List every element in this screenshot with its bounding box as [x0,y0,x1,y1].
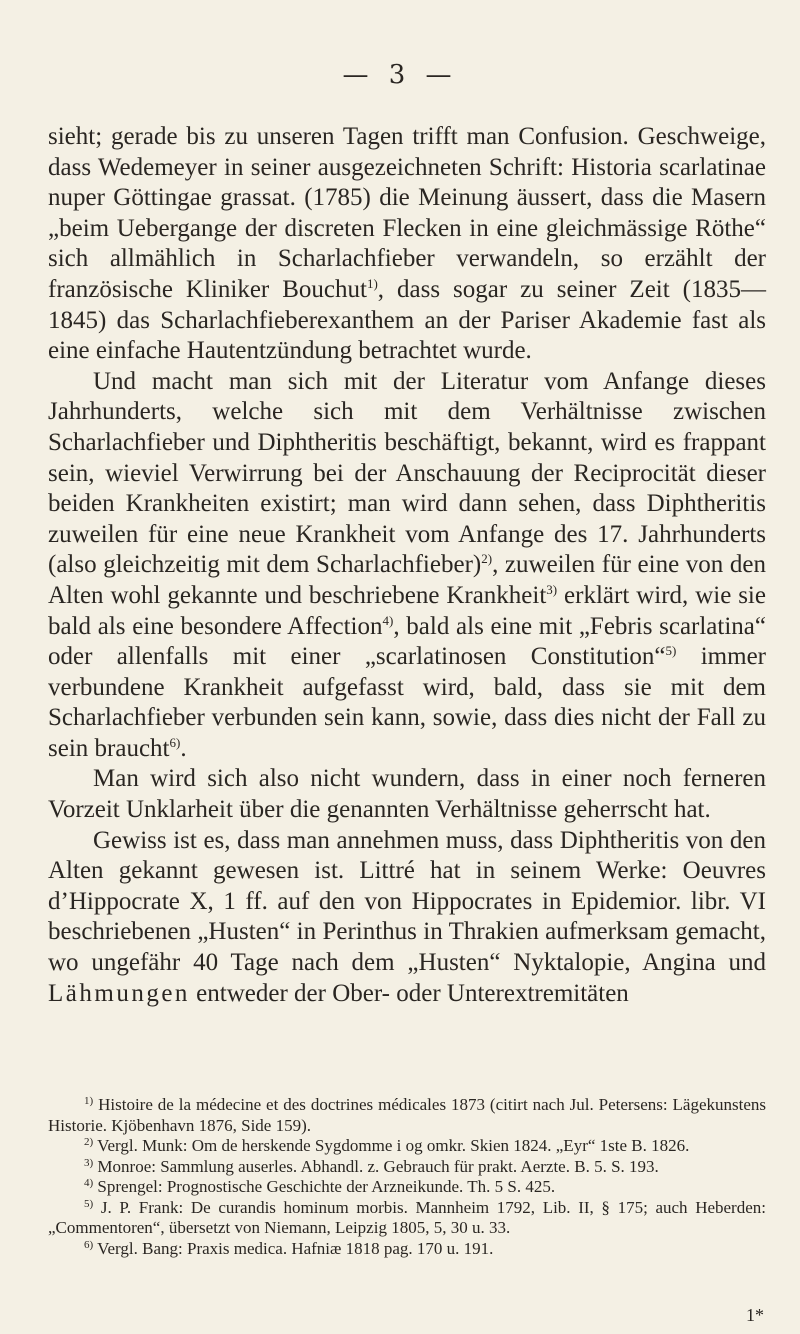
footnote-1-mark: 1) [84,1095,94,1107]
paragraph-1-text-b: , dass sogar zu seiner Zeit (1835—1845) das Scharlachfieberexanthem an der Pariser Akademie fast als eine einfache Hautentzündung betrachtet wurde. [48,275,767,365]
footnote-4 [48,1177,766,1198]
paragraph-2-text-e: immer verbundene Krankheit aufgefasst wird, bald, dass sie mit dem Scharlachfieber verbunden sein kann, sowie, dass dies nicht der Fall zu sein braucht [48,643,766,762]
footnote-5-text: J. P. Frank: De curandis hominum morbis. Mannheim 1792, Lib. II, § 175; auch Heberden: „Commentoren“, übersetzt von Niemann, Leipzig 1805, 5, 30 u. 33. [48,1197,766,1237]
footnote-ref-4: 4) [382,612,394,628]
footnote-2-text: Vergl. Munk: Om de herskende Sygdomme i og omkr. Skien 1824. „Eyr“ 1ste B. 1826. [93,1136,690,1155]
paragraph-4 [48,826,766,1010]
body-text [48,122,766,1009]
footnote-3-text: Monroe: Sammlung auserles. Abhandl. z. Gebrauch für prakt. Aerzte. B. 5. S. 193. [93,1156,659,1176]
footnote-4-text: Sprengel: Prognostische Geschichte der Arzneikunde. Th. 5 S. 425. [93,1177,556,1196]
footnote-ref-3: 3) [546,581,558,597]
paragraph-2-text-c: erklärt wird, wie sie bald als eine besondere Affection [48,581,766,640]
paragraph-1 [48,122,766,367]
footnote-6 [48,1239,766,1260]
footnote-ref-2: 2) [481,551,493,567]
paragraph-1-text-a: sieht; gerade bis zu unseren Tagen trifft man Confusion. Geschweige, dass Wedemeyer in seiner ausgezeichneten Schrift: Historia scarlatinae nuper Göttingae grassat. (1785) die Meinung äussert, dass die Masern „beim Uebergange der discreten Flecken in eine gleichmässige Röthe“ sich allmählich in Scharlachfieber verwandeln, so erzählt der französische Kliniker Bouchut [48,123,766,303]
footnote-4-mark: 4) [84,1177,94,1189]
paragraph-2-text-a: Und macht man sich mit der Literatur vom Anfange dieses Jahrhunderts, welche sich mit dem Verhältnisse zwischen Scharlachfieber und Diphtheritis beschäftigt, bekannt, wird es frappant sein, wieviel Verwirrung bei der Anschauung der Reciprocität dieser beiden Krankheiten existirt; man wird dann sehen, dass Diphtheritis zuweilen für eine neue Krankheit vom Anfange des 17. Jahrhunderts (also gleichzeitig mit dem Scharlachfieber) [48,367,766,579]
footnote-6-text: Vergl. Bang: Praxis medica. Hafniæ 1818 pag. 170 u. 191. [93,1238,494,1258]
footnote-6-mark: 6) [84,1238,94,1251]
footnote-ref-5: 5) [665,643,677,659]
footnotes [48,1095,766,1259]
paragraph-2-text-d: , bald als eine mit „Febris scarlatina“ oder allenfalls mit einer „scarlatinosen Constitution“ [48,612,766,671]
paragraph-2-text-f: . [180,734,187,762]
paragraph-4-text-a: Gewiss ist es, dass man annehmen muss, dass Diphtheritis von den Alten gekannt gewesen ist. Littré hat in seinem Werke: Oeuvres d’Hippocrate X, 1 ff. auf den von Hippocrates in Epidemior. libr. VI beschriebenen „Husten“ in Perinthus in Thrakien aufmerksam gemacht, wo ungefähr 40 Tage nach dem „Husten“ Nyktalopie, Angina und [48,826,766,977]
page-number: — 3 — [342,60,458,90]
footnote-5-mark: 5) [84,1197,94,1210]
footnote-2 [48,1136,766,1157]
paragraph-2-text-b: , zuweilen für eine von den Alten wohl gekannte und beschriebene Krankheit [48,551,766,609]
paragraph-4-emphasis: Lähmungen [48,979,190,1007]
paragraph-2 [48,367,766,765]
signature-mark: 1* [746,1305,764,1325]
footnote-5 [48,1198,766,1239]
footnote-2-mark: 2) [84,1136,94,1148]
paragraph-4-text-b: entweder der Ober- oder Unterextremitäten [189,979,629,1007]
footnote-1 [48,1095,766,1136]
footnote-ref-1: 1) [366,275,378,291]
paragraph-3: Man wird sich also nicht wundern, dass in einer noch ferneren Vorzeit Unklarheit über die genannten Verhältnisse geherrscht hat. [48,765,766,824]
footnote-3 [48,1157,766,1178]
footnote-ref-6: 6) [169,734,181,750]
footnote-1-text: Histoire de la médecine et des doctrines médicales 1873 (citirt nach Jul. Petersens: Lägekunstens Historie. Kjöbenhavn 1876, Side 159). [48,1095,766,1135]
footnote-3-mark: 3) [84,1156,94,1169]
